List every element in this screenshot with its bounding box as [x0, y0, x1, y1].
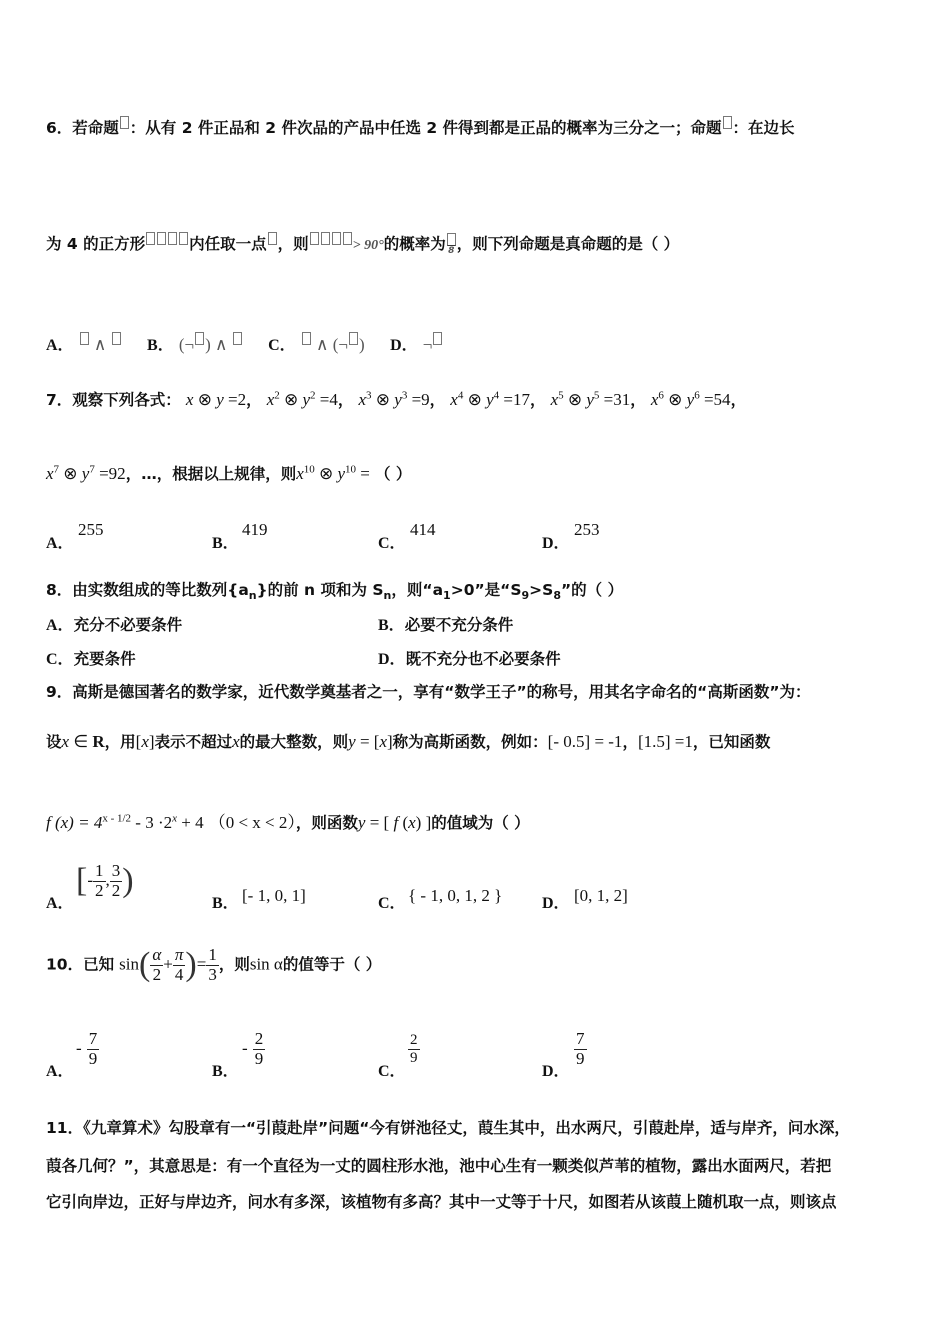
- q7-expr-5: $x^5$ ⊗ $y^5 =31$: [550, 389, 631, 409]
- q11-line2: 葭各几何？”，其意思是：有一个直径为一丈的圆柱形水池，池中心生有一颗类似芦苇的植物，露出水面两尺，若把: [46, 1157, 832, 1175]
- q6-option-b[interactable]: (¬ ) ∧: [179, 335, 243, 354]
- q7-options: A． 255 B． 419 C． 414 D． 253: [46, 520, 600, 552]
- q8-option-a[interactable]: A．充分不必要条件: [46, 616, 183, 634]
- q6-line1: 6．若命题 ：从有 2 件正品和 2 件次品的产品中任选 2 件得到都是正品的概率为三分之一；命题 ：在边长: [46, 116, 795, 138]
- placeholder-icon: [321, 232, 330, 245]
- q9-option-b[interactable]: [- 1, 0, 1]: [242, 886, 306, 905]
- placeholder-icon: [168, 232, 177, 245]
- q9-line1: 9．高斯是德国著名的数学家，近代数学奠基者之一，享有“数学王子”的称号，用其名字命名的“高斯函数”为：: [46, 683, 811, 701]
- q7-option-c[interactable]: 414: [410, 520, 436, 539]
- q6-option-c[interactable]: ∧ (¬ ): [301, 335, 365, 354]
- q8-option-c[interactable]: C．充要条件: [46, 650, 136, 668]
- sin-expression: sin: [119, 954, 140, 974]
- placeholder-icon: [723, 116, 732, 129]
- q7-line1: 7．观察下列各式： x ⊗ y =2， $x^2$ ⊗ $y^2 =4$， $x^3$ ⊗ $y^3 =9$， $x^4$ ⊗ $y^4 =17$， $x^5$ ⊗ $y^5 =31$， $x^6$ ⊗ $y^6 =54$，: [46, 389, 747, 409]
- q11-line3: 它引向岸边，正好与岸边齐，问水有多深，该植物有多高？其中一丈等于十尺，如图若从该葭上随机取一点，则该点: [46, 1193, 837, 1211]
- placeholder-icon: [268, 232, 277, 245]
- q7-expr-3: $x^3$ ⊗ $y^3 =9$: [358, 389, 430, 409]
- q8-option-b[interactable]: B．必要不充分条件: [378, 616, 514, 634]
- q10-option-c[interactable]: $\frac{2}{9}$: [410, 1032, 418, 1066]
- q11-line1: 11．《九章算术》勾股章有一“引葭赴岸”问题“今有饼池径丈，葭生其中，出水两尺，引葭赴岸，适与岸齐，问水深，: [46, 1119, 850, 1137]
- q9-line3: f $(x) = 4^{x - 1/2} - 3 \cdot 2^x + 4$ （0 < x < 2），则函数y = [ f (x) ]的值域为（ ）: [46, 812, 530, 832]
- q9-option-c[interactable]: { - 1, 0, 1, 2 }: [408, 886, 503, 905]
- q6-options: A． ∧ B． (¬ ) ∧ C． ∧ (¬ ) D． ¬: [46, 332, 906, 355]
- q10-options: A． - $\frac{7}{9}$ B． - $\frac{2}{9}$ C． $\frac{2}{9}$ D． $\frac{7}{9}$: [46, 1029, 585, 1080]
- placeholder-icon: [343, 232, 352, 245]
- q9-line2: 设x ∈ R，用[x]表示不超过x的最大整数，则y = [x]称为高斯函数，例如：[- 0.5] = -1，[1.5] =1，已知函数: [46, 732, 771, 751]
- q7-expr-2: $x^2$ ⊗ $y^2 =4$: [266, 389, 338, 409]
- q10-option-b[interactable]: - $\frac{2}{9}$: [242, 1029, 264, 1068]
- q10-option-a[interactable]: - $\frac{7}{9}$: [76, 1029, 98, 1068]
- q7-expr-1: x ⊗ y =2: [185, 390, 247, 409]
- q7-option-d[interactable]: 253: [574, 520, 600, 539]
- q9-option-a[interactable]: [- $\frac{1}{2}$ , $\frac{3}{2}$ ): [76, 861, 134, 900]
- q7-option-a[interactable]: 255: [78, 520, 104, 539]
- placeholder-icon: [146, 232, 155, 245]
- q6-option-d[interactable]: ¬: [423, 335, 444, 354]
- q10-stem: 10．已知 sin( $\frac{\alpha}{2}$ + $\frac{\pi}{4}$ )= $\frac{1}{3}$ ，则sin α的值等于（ ）: [46, 945, 382, 984]
- q6-line2: 为 4 的正方形 内任取一点 ，则 > 90°的概率为 8 ，则下列命题是真命题的是（ ）: [46, 232, 679, 256]
- q9-option-d[interactable]: [0, 1, 2]: [574, 886, 628, 905]
- function-def: f $(x) = 4^{x - 1/2} - 3 \cdot 2^x + 4$: [46, 812, 204, 832]
- q7-line2: $x^7$ ⊗ $y^7 =92$，…，根据以上规律，则$x^{10}$ ⊗ $y^{10}$ = （ ）: [46, 463, 412, 483]
- q6-option-a[interactable]: ∧: [79, 335, 122, 354]
- angle-condition: > 90°: [352, 238, 384, 253]
- q7-option-b[interactable]: 419: [242, 520, 268, 539]
- q8-stem: 8．由实数组成的等比数列$\{a_n\}$的前 n 项和为 $S_n$，则“$a_1>0$”是“$S_9>S_8$”的（ ）: [46, 581, 624, 603]
- q7-expr-6: $x^6$ ⊗ $y^6 =54$: [650, 389, 731, 409]
- q9-options: A． [- $\frac{1}{2}$ , $\frac{3}{2}$ ) B． [- 1, 0, 1] C． { - 1, 0, 1, 2 } D． [0, 1, 2]: [46, 861, 628, 912]
- placeholder-icon: [157, 232, 166, 245]
- placeholder-icon: [120, 116, 129, 129]
- placeholder-icon: [179, 232, 188, 245]
- q7-expr-4: $x^4$ ⊗ $y^4 =17$: [450, 389, 530, 409]
- placeholder-icon: [310, 232, 319, 245]
- q8-option-d[interactable]: D．既不充分也不必要条件: [378, 650, 561, 668]
- q10-option-d[interactable]: $\frac{7}{9}$: [576, 1029, 585, 1068]
- placeholder-icon: [332, 232, 341, 245]
- prob-fraction: 8: [446, 233, 457, 256]
